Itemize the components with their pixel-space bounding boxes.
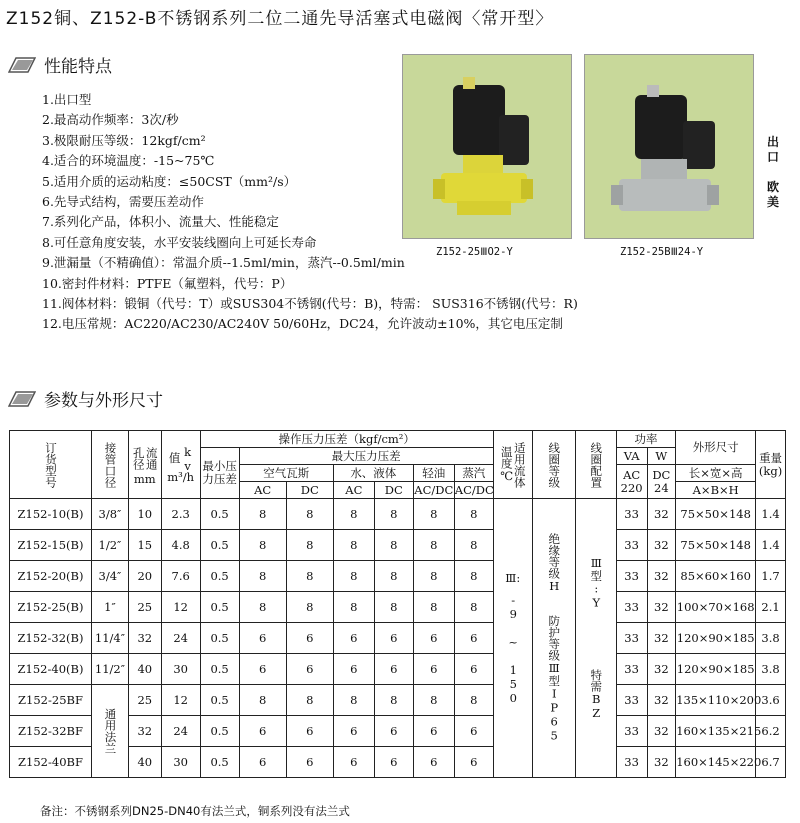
header-lwh: 长×宽×高 bbox=[676, 465, 756, 482]
table-cell: Z152-25(B) bbox=[10, 592, 92, 623]
feature-item: 5.适用介质的运动粘度：≤50CST（mm²/s） bbox=[42, 173, 297, 189]
table-cell: 135×110×200 bbox=[676, 685, 756, 716]
feature-item: 10.密封件材料：PTFE（氟塑料，代号：P） bbox=[42, 275, 293, 291]
feature-item: 2.最高动作频率：3次/秒 bbox=[42, 112, 179, 128]
table-cell: 25 bbox=[128, 685, 161, 716]
table-cell: 20 bbox=[128, 561, 161, 592]
table-cell: 6 bbox=[239, 716, 286, 747]
table-cell: 8 bbox=[374, 561, 413, 592]
table-cell: 6 bbox=[454, 654, 493, 685]
table-row bbox=[10, 623, 786, 654]
table-cell: 8 bbox=[413, 561, 454, 592]
stainless-valve-photo bbox=[584, 54, 754, 239]
table-row bbox=[10, 530, 786, 561]
table-cell: 8 bbox=[374, 685, 413, 716]
table-cell: 8 bbox=[454, 561, 493, 592]
table-cell: 6 bbox=[374, 716, 413, 747]
table-cell: Z152-10(B) bbox=[10, 499, 92, 530]
table-cell: 33 bbox=[616, 499, 647, 530]
header-acdc: AC/DC bbox=[414, 482, 454, 497]
table-cell: 1.4 bbox=[756, 530, 786, 561]
header-bore: 流通孔径 mm bbox=[128, 431, 161, 499]
table-cell: 6 bbox=[454, 747, 493, 778]
table-cell: 11/2″ bbox=[92, 654, 129, 685]
table-cell: 8 bbox=[413, 685, 454, 716]
table-cell: 33 bbox=[616, 716, 647, 747]
table-cell: 8 bbox=[239, 561, 286, 592]
table-cell: 1.4 bbox=[756, 499, 786, 530]
table-cell: 8 bbox=[413, 592, 454, 623]
table-cell: 33 bbox=[616, 685, 647, 716]
table-cell: 32 bbox=[647, 592, 676, 623]
coil-config-cell: Ⅲ型:Y 特需BZ bbox=[575, 499, 616, 778]
table-cell: 32 bbox=[647, 623, 676, 654]
table-cell: 40 bbox=[128, 654, 161, 685]
table-cell: 6 bbox=[333, 654, 374, 685]
table-cell: Z152-32BF bbox=[10, 716, 92, 747]
table-cell: 33 bbox=[616, 530, 647, 561]
table-cell: 120×90×185 bbox=[676, 654, 756, 685]
table-cell: 6 bbox=[374, 623, 413, 654]
table-cell: 4.8 bbox=[161, 530, 200, 561]
header-max-pressure: 最大压力压差 bbox=[239, 448, 493, 465]
table-cell: 85×60×160 bbox=[676, 561, 756, 592]
table-cell: 6 bbox=[286, 654, 333, 685]
table-cell: 75×50×148 bbox=[676, 530, 756, 561]
table-cell: 25 bbox=[128, 592, 161, 623]
table-cell: 8 bbox=[454, 685, 493, 716]
header-axbxh: A×B×H bbox=[676, 482, 756, 499]
side-label: 欧美 bbox=[766, 180, 779, 209]
table-cell: 0.5 bbox=[200, 716, 239, 747]
header-air: 空气瓦斯 bbox=[239, 465, 333, 482]
table-cell: 8 bbox=[374, 530, 413, 561]
table-cell: Z152-25BF bbox=[10, 685, 92, 716]
table-row bbox=[10, 561, 786, 592]
table-cell: Z152-32(B) bbox=[10, 623, 92, 654]
feature-item: 3.极限耐压等级：12kgf/cm² bbox=[42, 132, 206, 148]
table-cell: 3.8 bbox=[756, 654, 786, 685]
feature-item: 8.可任意角度安装，水平安装线圈向上可延长寿命 bbox=[42, 234, 317, 250]
header-power: 功率 bbox=[616, 431, 675, 448]
table-cell: 32 bbox=[647, 716, 676, 747]
table-cell: 8 bbox=[239, 499, 286, 530]
header-ac: AC bbox=[333, 482, 374, 499]
table-cell: 32 bbox=[647, 530, 676, 561]
header-dims: 外形尺寸 bbox=[676, 431, 756, 465]
photo-caption: Z152-25BⅢ24-Y bbox=[620, 246, 704, 258]
table-cell: 6 bbox=[333, 716, 374, 747]
table-cell: 75×50×148 bbox=[676, 499, 756, 530]
table-cell: 30 bbox=[161, 747, 200, 778]
table-cell: 11/4″ bbox=[92, 623, 129, 654]
table-cell: 6 bbox=[374, 654, 413, 685]
section-header-features bbox=[8, 52, 112, 77]
table-cell: 0.5 bbox=[200, 530, 239, 561]
table-cell: 6 bbox=[239, 747, 286, 778]
table-cell: 6 bbox=[413, 747, 454, 778]
table-cell: 33 bbox=[616, 623, 647, 654]
header-dc: DC bbox=[286, 482, 333, 499]
table-row bbox=[10, 685, 786, 716]
table-cell: 6 bbox=[413, 716, 454, 747]
parallelogram-icon bbox=[8, 57, 36, 73]
table-cell: 8 bbox=[454, 530, 493, 561]
parallelogram-icon bbox=[8, 391, 36, 407]
table-cell: 0.5 bbox=[200, 623, 239, 654]
table-cell: 100×70×168 bbox=[676, 592, 756, 623]
table-cell: 6 bbox=[239, 623, 286, 654]
table-cell: 8 bbox=[413, 530, 454, 561]
table-cell: 0.5 bbox=[200, 685, 239, 716]
feature-item: 12.电压常规：AC220/AC230/AC240V 50/60Hz，DC24，允许波动±10%，其它电压定制 bbox=[42, 316, 563, 332]
header-weight: 重量(kg) bbox=[756, 431, 786, 499]
table-cell: 40 bbox=[128, 747, 161, 778]
table-cell: 8 bbox=[333, 561, 374, 592]
table-cell: 8 bbox=[286, 561, 333, 592]
table-cell: 6 bbox=[286, 747, 333, 778]
table-cell: 8 bbox=[239, 530, 286, 561]
header-water: 水、液体 bbox=[333, 465, 413, 482]
table-cell: 10 bbox=[128, 499, 161, 530]
header-ac: AC bbox=[239, 482, 286, 499]
table-cell: 24 bbox=[161, 623, 200, 654]
table-cell: 8 bbox=[333, 592, 374, 623]
photo-caption: Z152-25ⅢO2-Y bbox=[436, 246, 513, 258]
table-row bbox=[10, 592, 786, 623]
table-cell: 0.5 bbox=[200, 654, 239, 685]
table-cell: 160×135×215 bbox=[676, 716, 756, 747]
feature-item: 9.泄漏量（不精确值）：常温介质--1.5ml/min，蒸汽--0.5ml/min bbox=[42, 255, 405, 271]
table-cell: 32 bbox=[647, 561, 676, 592]
table-row bbox=[10, 654, 786, 685]
table-cell: 8 bbox=[374, 592, 413, 623]
table-cell: 8 bbox=[239, 592, 286, 623]
header-dc: DC bbox=[374, 482, 413, 499]
header-min-pressure: 最小压力压差 bbox=[200, 448, 239, 499]
coil-grade-cell: 绝缘等级H 防护等级Ⅲ型IP65 bbox=[532, 499, 575, 778]
table-cell: 32 bbox=[128, 716, 161, 747]
section-header-specs bbox=[8, 386, 163, 411]
table-cell: 32 bbox=[128, 623, 161, 654]
table-cell: 8 bbox=[454, 592, 493, 623]
table-cell: 3.6 bbox=[756, 685, 786, 716]
table-cell: 3/8″ bbox=[92, 499, 129, 530]
table-cell: 8 bbox=[374, 499, 413, 530]
table-cell: 8 bbox=[333, 499, 374, 530]
header-pressure: 操作压力压差（kgf/cm²） bbox=[200, 431, 493, 448]
table-cell: 1/2″ bbox=[92, 530, 129, 561]
flange-port-cell: 通用法兰 bbox=[92, 685, 129, 778]
page-title: Z152铜、Z152-B不锈钢系列二位二通先导活塞式电磁阀〈常开型〉 bbox=[6, 9, 554, 29]
feature-item: 11.阀体材料：锻铜（代号：T）或SUS304不锈钢(代号：B)，特需： SUS316不锈钢(代号：R) bbox=[42, 296, 578, 312]
table-cell: 6 bbox=[333, 747, 374, 778]
header-acdc: AC/DC bbox=[454, 482, 494, 497]
table-cell: 2.1 bbox=[756, 592, 786, 623]
table-cell: 8 bbox=[333, 685, 374, 716]
table-cell: 6 bbox=[286, 716, 333, 747]
table-cell: 1″ bbox=[92, 592, 129, 623]
table-cell: 160×145×220 bbox=[676, 747, 756, 778]
table-cell: 3/4″ bbox=[92, 561, 129, 592]
table-cell: 1.7 bbox=[756, 561, 786, 592]
table-cell: 120×90×185 bbox=[676, 623, 756, 654]
feature-item: 6.先导式结构，需要压差动作 bbox=[42, 194, 204, 210]
table-cell: 6 bbox=[454, 623, 493, 654]
table-cell: Z152-40BF bbox=[10, 747, 92, 778]
table-cell: 8 bbox=[413, 499, 454, 530]
table-cell: 0.5 bbox=[200, 499, 239, 530]
table-cell: 12 bbox=[161, 685, 200, 716]
header-w: W bbox=[647, 448, 676, 465]
table-cell: 2.3 bbox=[161, 499, 200, 530]
table-cell: 8 bbox=[454, 499, 493, 530]
table-cell: 8 bbox=[286, 685, 333, 716]
table-cell: 6 bbox=[454, 716, 493, 747]
header-kv: kv值 m³/h bbox=[161, 431, 200, 499]
table-cell: Z152-15(B) bbox=[10, 530, 92, 561]
table-cell: 33 bbox=[616, 747, 647, 778]
table-cell: 6.2 bbox=[756, 716, 786, 747]
table-cell: 8 bbox=[286, 592, 333, 623]
section-title-features: 性能特点 bbox=[44, 57, 112, 77]
table-cell: 33 bbox=[616, 561, 647, 592]
table-cell: 6.7 bbox=[756, 747, 786, 778]
table-cell: 32 bbox=[647, 747, 676, 778]
table-cell: 8 bbox=[239, 685, 286, 716]
table-cell: 12 bbox=[161, 592, 200, 623]
table-cell: 8 bbox=[286, 499, 333, 530]
spec-table bbox=[9, 430, 786, 778]
table-cell: 32 bbox=[647, 685, 676, 716]
table-cell: 6 bbox=[333, 623, 374, 654]
header-steam: 蒸汽 bbox=[454, 465, 493, 482]
table-cell: 33 bbox=[616, 654, 647, 685]
feature-item: 7.系列化产品，体积小、流量大、性能稳定 bbox=[42, 214, 279, 230]
table-cell: 6 bbox=[413, 623, 454, 654]
footnote: 备注：不锈钢系列DN25-DN40有法兰式，铜系列没有法兰式 bbox=[40, 804, 350, 818]
table-cell: 24 bbox=[161, 716, 200, 747]
table-cell: 6 bbox=[374, 747, 413, 778]
table-cell: 15 bbox=[128, 530, 161, 561]
table-cell: 8 bbox=[333, 530, 374, 561]
table-cell: 6 bbox=[413, 654, 454, 685]
table-cell: 6 bbox=[286, 623, 333, 654]
table-cell: 32 bbox=[647, 654, 676, 685]
header-ac220: AC 220 bbox=[616, 465, 647, 499]
side-label: 出口 bbox=[766, 135, 779, 164]
table-cell: 0.5 bbox=[200, 592, 239, 623]
brass-valve-photo bbox=[402, 54, 572, 239]
header-port: 接管口径 bbox=[92, 431, 129, 499]
temp-cell: Ⅲ: -9 ~ 150 bbox=[493, 499, 532, 778]
header-model: 订货型号 bbox=[10, 431, 92, 499]
table-cell: 8 bbox=[286, 530, 333, 561]
table-cell: Z152-20(B) bbox=[10, 561, 92, 592]
header-coil-config: 线圈配置 bbox=[575, 431, 616, 499]
header-oil: 轻油 bbox=[413, 465, 454, 482]
table-cell: 3.8 bbox=[756, 623, 786, 654]
feature-item: 1.出口型 bbox=[42, 92, 92, 107]
table-cell: Z152-40(B) bbox=[10, 654, 92, 685]
feature-item: 4.适合的环境温度：-15~75℃ bbox=[42, 153, 215, 169]
header-va: VA bbox=[616, 448, 647, 465]
table-cell: 32 bbox=[647, 499, 676, 530]
section-title-specs: 参数与外形尺寸 bbox=[44, 391, 163, 411]
header-temp: 适用流体温度℃ bbox=[493, 431, 532, 499]
table-cell: 0.5 bbox=[200, 747, 239, 778]
table-cell: 7.6 bbox=[161, 561, 200, 592]
table-row bbox=[10, 499, 786, 530]
table-cell: 33 bbox=[616, 592, 647, 623]
header-coil: 线圈等级 bbox=[532, 431, 575, 499]
table-cell: 0.5 bbox=[200, 561, 239, 592]
header-dc24: DC 24 bbox=[647, 465, 676, 499]
table-cell: 6 bbox=[239, 654, 286, 685]
table-cell: 30 bbox=[161, 654, 200, 685]
